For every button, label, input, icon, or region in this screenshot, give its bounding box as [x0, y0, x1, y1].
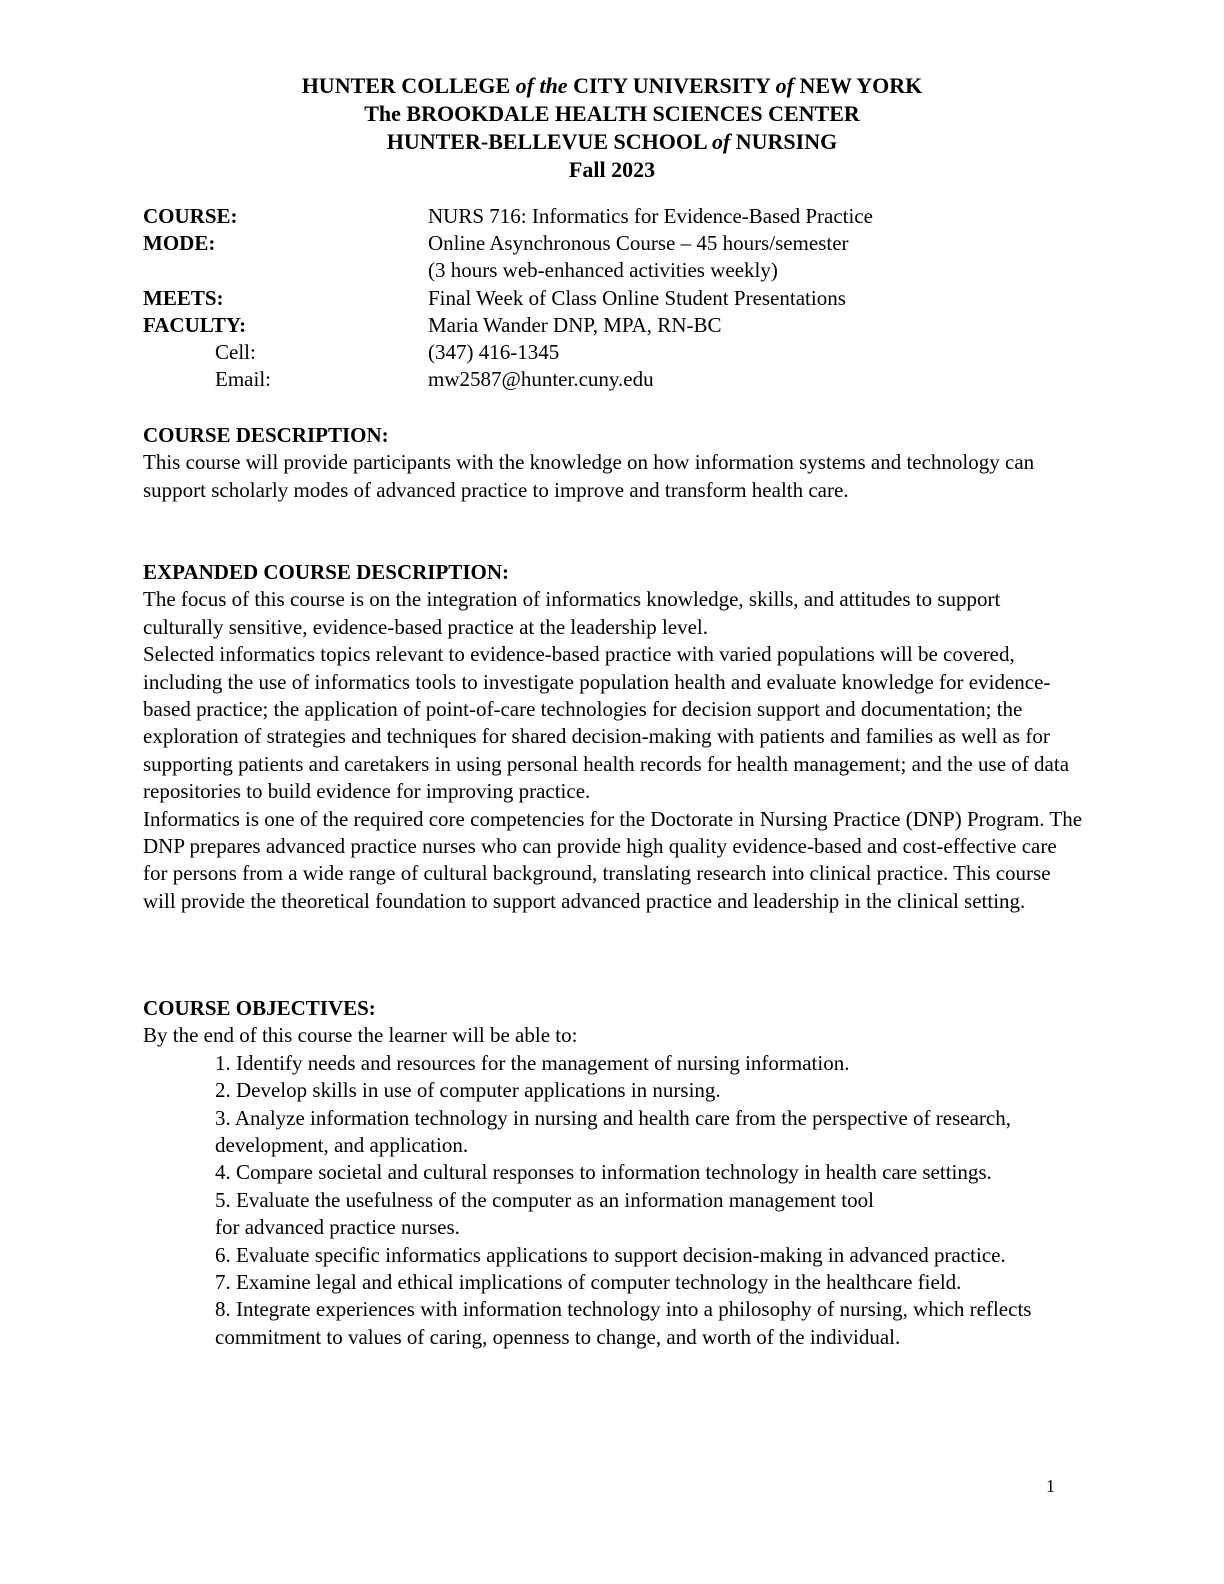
course-description-section	[143, 422, 1083, 504]
faculty-row	[143, 312, 1103, 339]
cell-label: Cell:	[215, 339, 256, 364]
meets-label: MEETS:	[143, 285, 224, 310]
mode-value-continued: (3 hours web-enhanced activities weekly)	[428, 258, 778, 283]
meets-row	[143, 285, 1103, 312]
expanded-paragraph-1: The focus of this course is on the integration of informatics knowledge, skills, and attitudes to support culturally sensitive, evidence-based practice at the leadership level.	[143, 587, 1001, 639]
expanded-paragraph-2: Selected informatics topics relevant to evidence-based practice with varied populations will be covered, including the use of informatics tools to investigate population health and evaluate knowledge for evidence-based practice; the application of point-of-care technologies for decision support and documentation; the exploration of strategies and techniques for shared decision-making with patients and families as well as for supporting patients and caretakers in using personal health records for health management; and the use of data repositories to build evidence for improving practice.	[143, 642, 1070, 804]
course-info-block	[143, 203, 1103, 393]
objective-item: 2. Develop skills in use of computer applications in nursing.	[215, 1078, 721, 1103]
email-row	[143, 366, 1103, 393]
email-value: mw2587@hunter.cuny.edu	[428, 367, 654, 392]
objective-item: 4. Compare societal and cultural responses to information technology in health care settings.	[215, 1160, 992, 1185]
document-header	[0, 72, 1224, 184]
course-description-text: This course will provide participants with the knowledge on how information systems and technology can support scholarly modes of advanced practice to improve and transform health care.	[143, 450, 1035, 502]
faculty-value: Maria Wander DNP, MPA, RN-BC	[428, 312, 722, 337]
objective-item: 8. Integrate experiences with information technology into a philosophy of nursing, which reflects commitment to values of caring, openness to change, and worth of the individual.	[215, 1297, 1032, 1349]
cell-value: (347) 416-1345	[428, 339, 560, 364]
cell-row	[143, 339, 1103, 366]
objective-item: 3. Analyze information technology in nursing and health care from the perspective of research, development, and application.	[215, 1105, 1011, 1158]
course-objectives-intro: By the end of this course the learner will be able to:	[143, 1023, 578, 1048]
mode-label: MODE:	[143, 231, 216, 256]
course-label: COURSE:	[143, 204, 238, 228]
mode-row-continued	[143, 257, 1103, 284]
course-description-heading: COURSE DESCRIPTION:	[143, 423, 389, 447]
page-number: 1	[1046, 1476, 1055, 1496]
faculty-label: FACULTY:	[143, 312, 247, 337]
mode-value: Online Asynchronous Course – 45 hours/semester	[428, 231, 849, 256]
objective-item: 5. Evaluate the usefulness of the computer as an information management tool	[215, 1187, 874, 1212]
course-objectives-heading: COURSE OBJECTIVES:	[143, 996, 376, 1020]
expanded-description-section	[143, 559, 1083, 915]
course-value: NURS 716: Informatics for Evidence-Based Practice	[428, 204, 873, 228]
course-objectives-section	[143, 995, 1083, 1351]
header-line-school: HUNTER-BELLEVUE SCHOOL of NURSING	[386, 129, 838, 154]
objective-item: 6. Evaluate specific informatics applications to support decision-making in advanced practice.	[215, 1242, 1006, 1267]
meets-value: Final Week of Class Online Student Presentations	[428, 285, 846, 310]
course-row	[143, 203, 1103, 230]
header-line-center: The BROOKDALE HEALTH SCIENCES CENTER	[364, 101, 860, 126]
header-line-term: Fall 2023	[568, 157, 656, 182]
email-label: Email:	[215, 367, 271, 392]
objective-item: 7. Examine legal and ethical implications of computer technology in the healthcare field.	[215, 1270, 962, 1295]
objective-item: 1. Identify needs and resources for the management of nursing information.	[215, 1050, 850, 1075]
expanded-description-heading: EXPANDED COURSE DESCRIPTION:	[143, 560, 509, 584]
mode-row	[143, 230, 1103, 257]
objective-item: for advanced practice nurses.	[215, 1215, 460, 1240]
expanded-paragraph-3: Informatics is one of the required core competencies for the Doctorate in Nursing Practice (DNP) Program. The DNP prepares advanced practice nurses who can provide high quality evidence-based and cost-effective care for persons from a wide range of cultural background, translating research into clinical practice. This course will provide the theoretical foundation to support advanced practice and leadership in the clinical setting.	[143, 806, 1083, 913]
header-line-college: HUNTER COLLEGE of the CITY UNIVERSITY of NEW YORK	[301, 73, 923, 98]
